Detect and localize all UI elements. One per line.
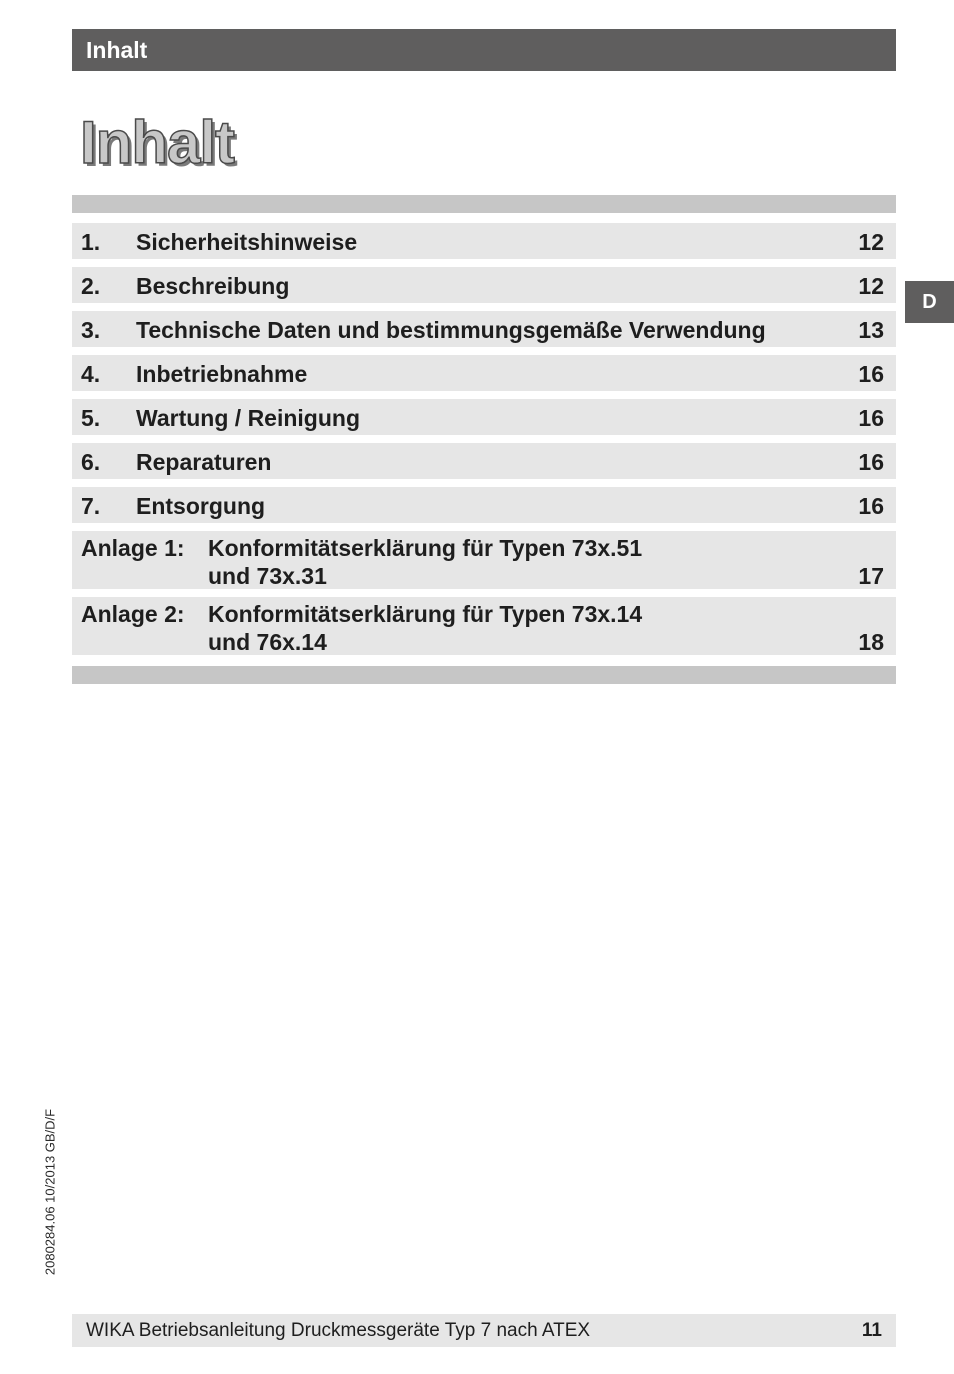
toc-number: 3. (81, 317, 101, 343)
section-header-title: Inhalt (86, 36, 148, 63)
toc-page-number: 13 (858, 317, 884, 343)
toc-title: Inbetriebnahme (136, 361, 308, 387)
appendix-title-line1: Konformitätserklärung für Typen 73x.14 (208, 601, 643, 627)
toc-title: Entsorgung (136, 493, 266, 519)
toc-title: Reparaturen (136, 449, 272, 475)
toc-entry-4[interactable] (72, 355, 896, 391)
toc-number: 4. (81, 361, 101, 387)
appendix-label: Anlage 1: (81, 535, 185, 561)
toc-number: 5. (81, 405, 101, 431)
toc-page-number: 17 (858, 563, 884, 589)
toc-bottom-divider (72, 666, 896, 684)
toc-page-number: 18 (858, 629, 884, 655)
toc-entry-7[interactable] (72, 487, 896, 523)
toc-top-divider (72, 195, 896, 213)
toc-page-number: 16 (858, 405, 884, 431)
toc-entry-1[interactable] (72, 223, 896, 259)
toc-number: 6. (81, 449, 101, 475)
page-footer (72, 1314, 896, 1347)
toc-entry-6[interactable] (72, 443, 896, 479)
toc-number: 1. (81, 229, 101, 255)
toc-appendix-1[interactable] (72, 531, 896, 589)
appendix-title-line1: Konformitätserklärung für Typen 73x.51 (208, 535, 643, 561)
appendix-label: Anlage 2: (81, 601, 185, 627)
appendix-title-line2: und 76x.14 (208, 629, 327, 655)
toc-page-number: 16 (858, 449, 884, 475)
language-tab (905, 281, 954, 323)
toc-entry-3[interactable] (72, 311, 896, 347)
footer-text: WIKA Betriebsanleitung Druckmessgeräte Typ 7 nach ATEX (86, 1320, 591, 1341)
page-title: Inhalt (80, 109, 234, 176)
toc-number: 7. (81, 493, 101, 519)
toc-page-number: 12 (858, 273, 884, 299)
toc-title: Beschreibung (136, 273, 290, 299)
appendix-title-line2: und 73x.31 (208, 563, 327, 589)
toc-page-number: 16 (858, 493, 884, 519)
section-header (72, 29, 896, 71)
footer-page-number: 11 (861, 1320, 882, 1341)
document-code: 2080284.06 10/2013 GB/D/F (42, 1108, 58, 1276)
toc-title: Wartung / Reinigung (136, 405, 361, 431)
language-tab-label: D (922, 290, 937, 313)
toc-number: 2. (81, 273, 101, 299)
toc-entry-2[interactable] (72, 267, 896, 303)
toc-entry-5[interactable] (72, 399, 896, 435)
toc-title: Sicherheitshinweise (136, 229, 358, 255)
toc-appendix-2[interactable] (72, 597, 896, 655)
toc-page-number: 12 (858, 229, 884, 255)
toc-title: Technische Daten und bestimmungsgemäße Verwendung (136, 317, 766, 343)
toc-page-number: 16 (858, 361, 884, 387)
